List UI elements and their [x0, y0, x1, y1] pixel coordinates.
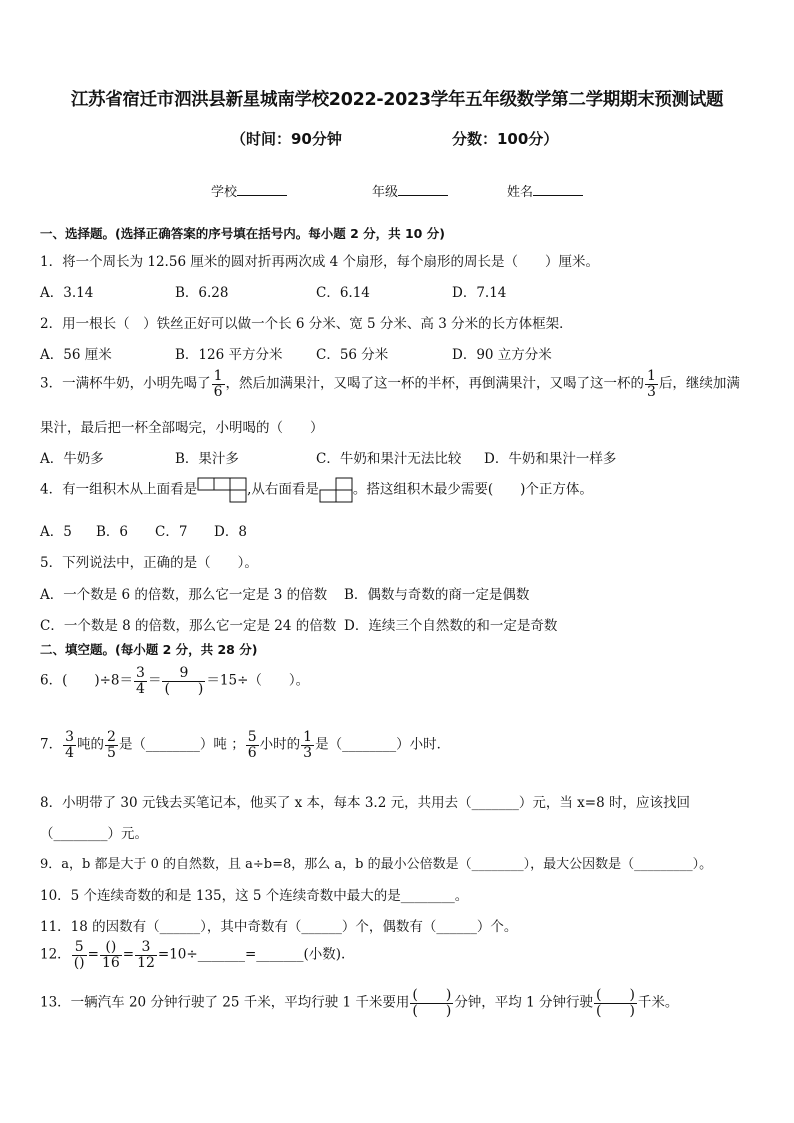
grade-label: 年级	[372, 185, 399, 200]
q2-text: 2．用一根长（ ）铁丝正好可以做一个长 6 分米、宽 5 分米、高 3 分米的长方体框架．	[40, 316, 573, 332]
name-blank[interactable]	[533, 195, 583, 196]
school-label: 学校	[211, 185, 238, 200]
grade-blank[interactable]	[398, 195, 448, 196]
q3-option-d[interactable]: D．牛奶和果汁一样多	[484, 451, 617, 467]
q5-option-c[interactable]: C．一个数是 8 的倍数，那么它一定是 24 的倍数	[40, 618, 337, 634]
q4-option-b[interactable]: B．6	[96, 524, 129, 540]
q2-option-c[interactable]: C．56 分米	[316, 347, 389, 363]
exam-score: 分数：100分）	[452, 130, 559, 148]
q9-text: 9．a，b 都是大于 0 的自然数，且 a÷b=8，那么 a，b 的最小公倍数是（________），最大公因数是（_________）。	[40, 857, 713, 872]
q5-option-a[interactable]: A．一个数是 6 的倍数，那么它一定是 3 的倍数	[40, 587, 328, 603]
q6-fraction-2: $\frac{9}{( )}$	[164, 665, 204, 697]
q3-fraction-2: $\frac{1}{3}$	[647, 368, 656, 400]
q2-option-a[interactable]: A．56 厘米	[40, 347, 112, 363]
q10-text: 10．5 个连续奇数的和是 135，这 5 个连续奇数中最大的是________。	[40, 888, 469, 904]
q3-option-a[interactable]: A．牛奶多	[40, 451, 104, 467]
q7-text: 7． $\frac{3}{4}$ 吨的 $\frac{2}{5}$ 是（________）吨 ； $\frac{5}{6}$ 小时的 $\frac{1}{3}$ 是（________）小时．	[40, 729, 451, 761]
name-label: 姓名	[507, 185, 534, 200]
right-view-figure	[319, 476, 353, 504]
q4-option-c[interactable]: C．7	[155, 524, 188, 540]
q5-option-b[interactable]: B．偶数与奇数的商一定是偶数	[344, 587, 530, 603]
q5-option-d[interactable]: D．连续三个自然数的和一定是奇数	[344, 618, 558, 634]
q3-option-b[interactable]: B．果汁多	[175, 451, 239, 467]
q4-option-d[interactable]: D．8	[214, 524, 247, 540]
q3-option-c[interactable]: C．牛奶和果汁无法比较	[316, 451, 462, 467]
q11-text: 11．18 的因数有（______），其中奇数有（______）个，偶数有（______）个。	[40, 919, 518, 935]
q4-option-a[interactable]: A．5	[40, 524, 72, 540]
q2-option-d[interactable]: D．90 立方分米	[452, 347, 552, 363]
school-field	[211, 181, 287, 200]
name-field	[507, 181, 583, 200]
q13-text: 13．一辆汽车 20 分钟行驶了 25 千米，平均行驶 1 千米要用 $\frac{( )}{( )}$ 分钟，平均 1 分钟行驶 $\frac{( )}{( )}$ 千米。	[40, 987, 679, 1019]
q1-option-b[interactable]: B．6.28	[175, 285, 229, 301]
q1-option-c[interactable]: C．6.14	[316, 285, 370, 301]
q1-option-d[interactable]: D．7.14	[452, 285, 507, 301]
q2-option-b[interactable]: B．126 平方分米	[175, 347, 283, 363]
section2-heading: 二、填空题。(每小题 2 分，共 28 分)	[40, 642, 258, 657]
section1-heading: 一、选择题。(选择正确答案的序号填在括号内。每小题 2 分，共 10 分)	[40, 226, 445, 241]
q8-line2: （________）元。	[40, 826, 148, 842]
q1-option-a[interactable]: A．3.14	[40, 285, 94, 301]
top-view-figure	[197, 476, 247, 504]
q6-text: 6．( )÷8＝ $\frac{3}{4}$ ＝ $\frac{9}{( )}$ ＝15÷（ ）。	[40, 665, 310, 697]
grade-field	[372, 181, 448, 200]
school-blank[interactable]	[237, 195, 287, 196]
q12-text: 12． $\frac{5}{()}$ = $\frac{()}{16}$ = $\frac{3}{12}$ =10÷_______=_______(小数).	[40, 939, 346, 971]
exam-time: （时间：90分钟	[231, 130, 342, 148]
q5-text: 5．下列说法中，正确的是（ ）。	[40, 555, 258, 571]
q6-fraction-1: $\frac{3}{4}$	[136, 665, 145, 697]
q4-text: 4．有一组积木从上面看是 ,从右面看是 。搭这组积木最少需要( )个正方体。	[40, 476, 593, 504]
q3-line1: 3．一满杯牛奶，小明先喝了 $\frac{1}{6}$ ，然后加满果汁，又喝了这一杯的半杯，再倒满果汁，又喝了这一杯的 $\frac{1}{3}$ 后，继续加满	[40, 368, 740, 400]
page-title: 江苏省宿迁市泗洪县新星城南学校2022-2023学年五年级数学第二学期期末预测试题	[70, 90, 724, 110]
q1-text: 1．将一个周长为 12.56 厘米的圆对折再两次成 4 个扇形，每个扇形的周长是（ ）厘米。	[40, 254, 599, 270]
q8-line1: 8．小明带了 30 元钱去买笔记本，他买了 x 本，每本 3.2 元，共用去（_______）元，当 x=8 时，应该找回	[40, 795, 690, 811]
q3-line2: 果汁，最后把一杯全部喝完，小明喝的（ ）	[40, 420, 324, 436]
q3-fraction-1: $\frac{1}{6}$	[213, 368, 223, 400]
